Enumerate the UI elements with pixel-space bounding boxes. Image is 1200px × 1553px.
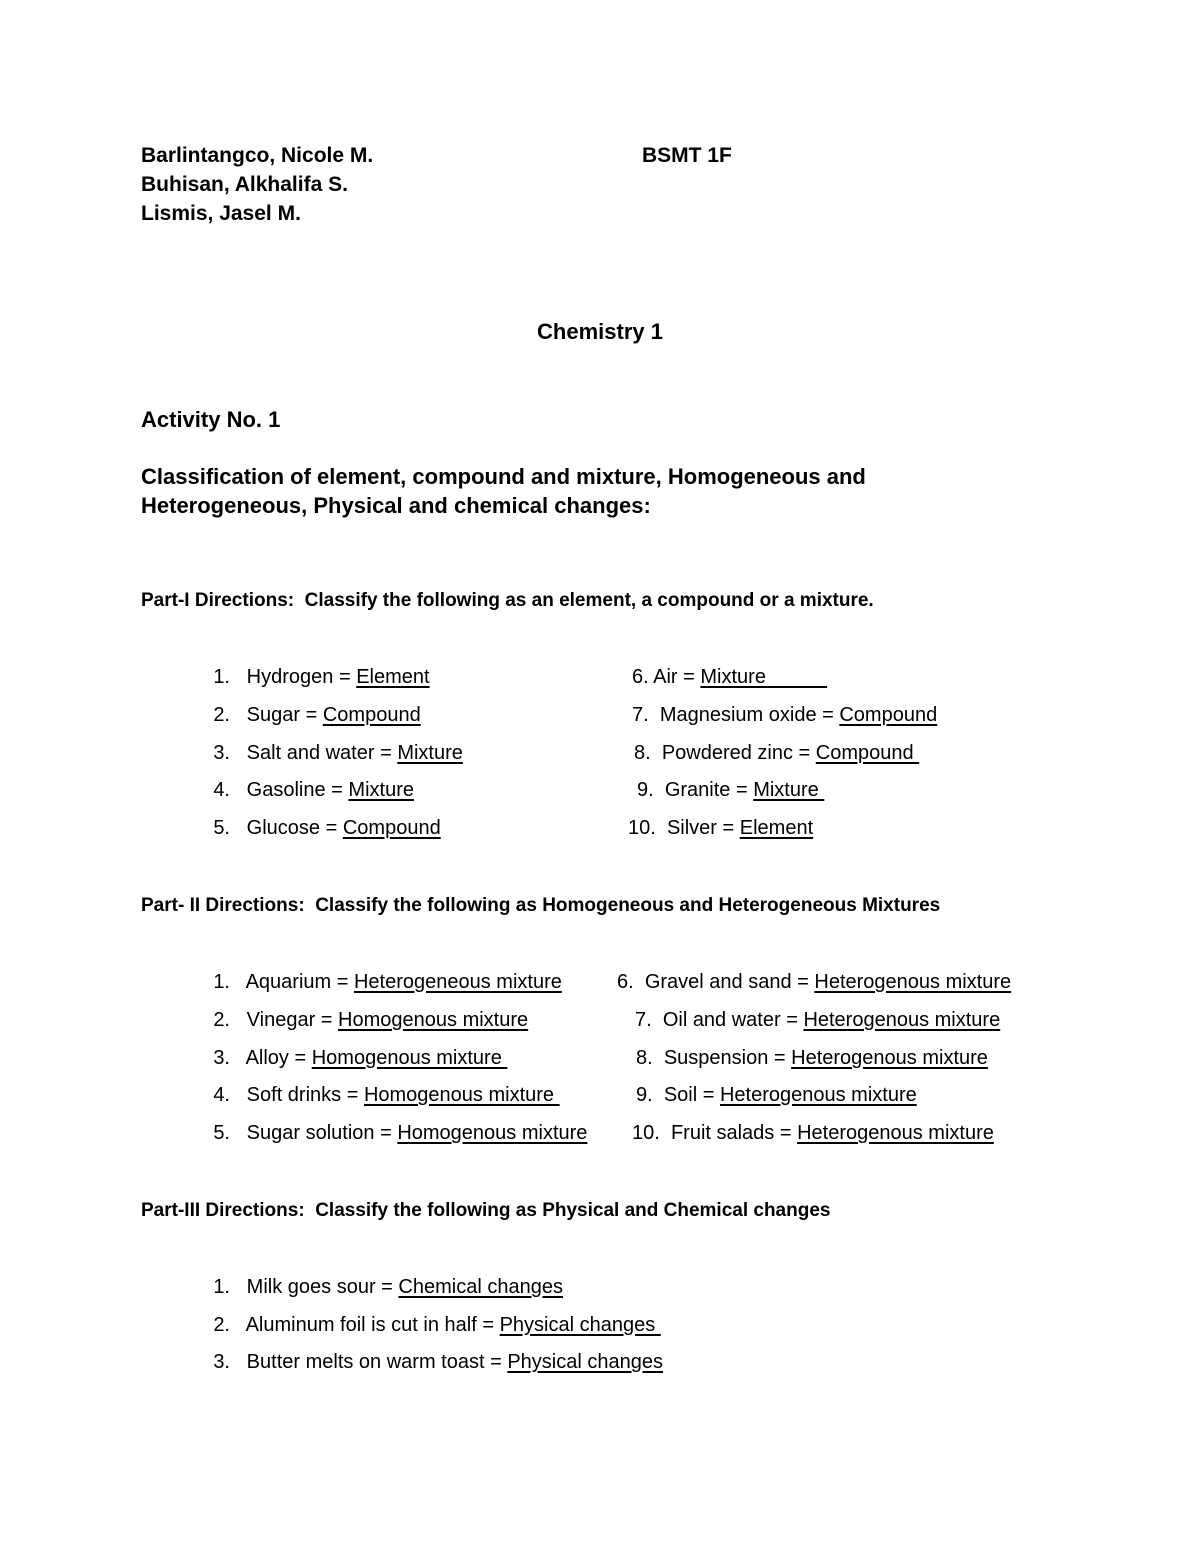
item-answer: Compound <box>322 704 421 726</box>
item-answer: Heterogenous mixture <box>803 1009 1001 1031</box>
item-number: 4. <box>213 1084 230 1106</box>
part2-directions: Part- II Directions: Classify the following as Homogeneous and Heterogeneous Mixtures <box>141 895 941 916</box>
item-question: Aluminum foil is cut in half = <box>245 1314 500 1336</box>
item-answer: Mixture <box>700 666 828 688</box>
item-question: Sugar = <box>246 704 323 726</box>
item-answer: Compound <box>839 704 938 726</box>
item-answer: Mixture <box>753 779 825 801</box>
item-answer: Homogenous mixture <box>363 1084 560 1106</box>
item-question: Fruit salads = <box>670 1122 798 1144</box>
item-number: 9. <box>636 1084 653 1106</box>
item-answer: Homogenous mixture <box>311 1047 508 1069</box>
part2-item <box>198 1084 560 1107</box>
item-answer: Heterogeneous mixture <box>353 971 562 993</box>
item-number: 3. <box>213 1047 230 1069</box>
item-number: 4. <box>213 779 230 801</box>
part1-directions: Part-I Directions: Classify the following as an element, a compound or a mixture. <box>141 590 874 611</box>
part1-item <box>198 779 414 802</box>
part2-item <box>198 1122 587 1145</box>
item-number: 6. <box>632 666 649 688</box>
item-question: Air = <box>653 666 701 688</box>
item-number: 2. <box>213 704 230 726</box>
part3-item <box>198 1314 661 1337</box>
part2-item <box>635 1009 1000 1032</box>
student-name-2: Buhisan, Alkhalifa S. <box>141 173 348 196</box>
item-question: Soil = <box>663 1084 720 1106</box>
item-answer: Compound <box>342 817 441 839</box>
part1-item <box>198 742 463 765</box>
item-number: 5. <box>213 1122 230 1144</box>
item-question: Magnesium oxide = <box>659 704 840 726</box>
item-answer: Chemical changes <box>398 1276 563 1298</box>
item-answer: Physical changes <box>499 1314 661 1336</box>
item-number: 8. <box>634 742 651 764</box>
item-answer: Mixture <box>397 742 463 764</box>
part1-item <box>637 779 824 802</box>
item-question: Suspension = <box>663 1047 792 1069</box>
part1-item <box>198 666 430 689</box>
item-question: Powdered zinc = <box>661 742 816 764</box>
item-answer: Heterogenous mixture <box>797 1122 994 1144</box>
part2-item <box>632 1122 994 1145</box>
part3-directions: Part-III Directions: Classify the following as Physical and Chemical changes <box>141 1200 831 1221</box>
part3-item <box>198 1351 663 1374</box>
student-name-3: Lismis, Jasel M. <box>141 202 301 225</box>
item-number: 3. <box>213 1351 230 1373</box>
item-question: Gasoline = <box>246 779 349 801</box>
item-number: 8. <box>636 1047 653 1069</box>
item-answer: Element <box>356 666 430 688</box>
item-number: 2. <box>213 1009 230 1031</box>
item-number: 1. <box>213 1276 230 1298</box>
item-number: 9. <box>637 779 654 801</box>
item-answer: Heterogenous mixture <box>791 1047 988 1069</box>
item-question: Soft drinks = <box>246 1084 364 1106</box>
student-name-1: Barlintangco, Nicole M. <box>141 144 374 167</box>
item-question: Aquarium = <box>245 971 354 993</box>
item-answer: Homogenous mixture <box>338 1009 529 1031</box>
item-question: Sugar solution = <box>246 1122 398 1144</box>
item-number: 1. <box>213 666 230 688</box>
item-question: Alloy = <box>245 1047 312 1069</box>
item-number: 6. <box>617 971 634 993</box>
item-question: Gravel and sand = <box>644 971 815 993</box>
item-number: 1. <box>213 971 230 993</box>
item-number: 2. <box>213 1314 230 1336</box>
item-question: Oil and water = <box>662 1009 804 1031</box>
part2-item <box>198 1047 507 1070</box>
item-question: Glucose = <box>246 817 343 839</box>
item-number: 5. <box>213 817 230 839</box>
part2-item <box>636 1084 917 1107</box>
part1-item <box>634 742 919 765</box>
item-answer: Heterogenous mixture <box>814 971 1012 993</box>
activity-title: Activity No. 1 <box>141 407 281 432</box>
item-number: 7. <box>632 704 649 726</box>
item-question: Salt and water = <box>246 742 398 764</box>
item-question: Silver = <box>666 817 740 839</box>
item-question: Butter melts on warm toast = <box>246 1351 508 1373</box>
item-answer: Compound <box>815 742 920 764</box>
part1-item <box>198 704 421 727</box>
item-number: 7. <box>635 1009 652 1031</box>
item-answer: Mixture <box>348 779 414 801</box>
item-question: Hydrogen = <box>246 666 357 688</box>
item-question: Granite = <box>664 779 754 801</box>
topic-line-1: Classification of element, compound and mixture, Homogeneous and <box>141 464 866 489</box>
part2-item <box>198 971 562 994</box>
item-question: Milk goes sour = <box>246 1276 399 1298</box>
part3-item <box>198 1276 563 1299</box>
item-number: 10. <box>632 1122 660 1144</box>
item-number: 10. <box>628 817 656 839</box>
part1-item <box>198 817 441 840</box>
item-answer: Element <box>739 817 814 839</box>
item-answer: Physical changes <box>507 1351 663 1373</box>
part2-item <box>198 1009 528 1032</box>
item-question: Vinegar = <box>246 1009 339 1031</box>
topic-line-2: Heterogeneous, Physical and chemical changes: <box>141 493 651 518</box>
part1-item <box>628 817 813 840</box>
item-answer: Heterogenous mixture <box>719 1084 917 1106</box>
item-number: 3. <box>213 742 230 764</box>
part1-item <box>632 704 937 727</box>
part2-item <box>636 1047 988 1070</box>
part2-item <box>617 971 1011 994</box>
item-answer: Homogenous mixture <box>397 1122 588 1144</box>
section-label: BSMT 1F <box>642 144 732 167</box>
part1-item <box>632 666 827 689</box>
course-title: Chemistry 1 <box>537 319 663 344</box>
